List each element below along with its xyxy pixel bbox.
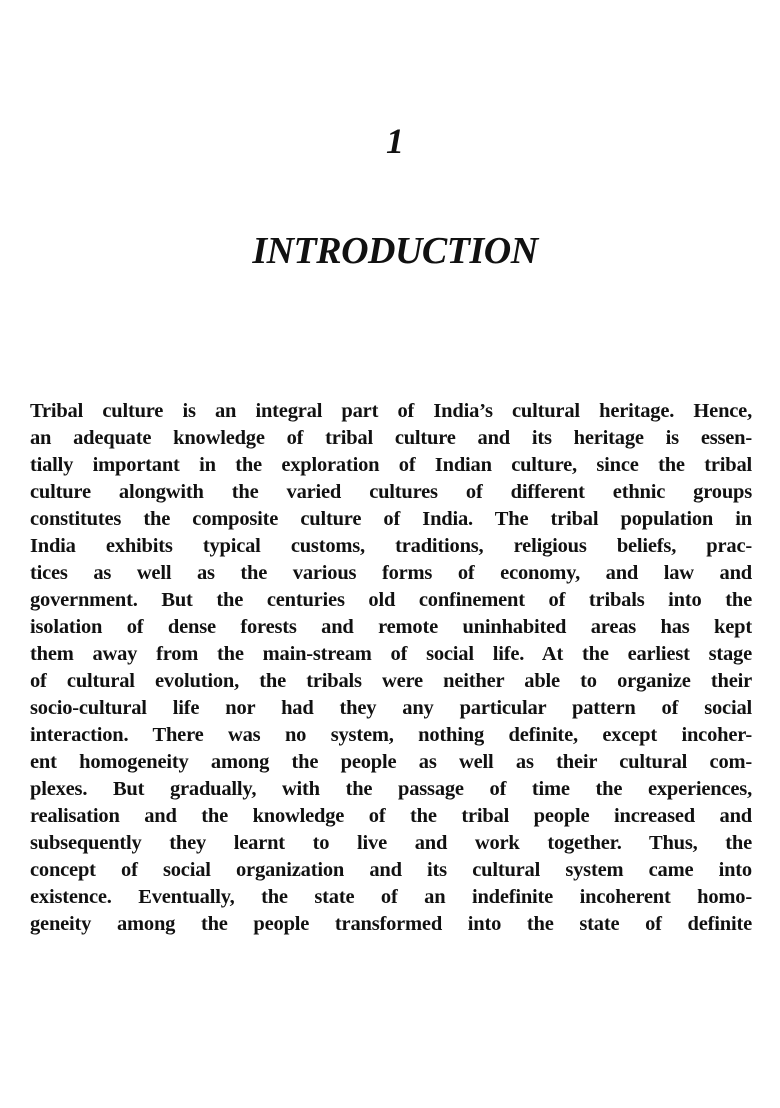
body-text <box>30 398 752 938</box>
text-line: realisation and the knowledge of the tribal people increased and <box>30 805 752 827</box>
text-line: plexes. But gradually, with the passage of time the experiences, <box>30 778 752 800</box>
text-line: Tribal culture is an integral part of India’s cultural heritage. Hence, <box>30 400 752 422</box>
text-line: existence. Eventually, the state of an indefinite incoherent homo- <box>30 886 752 908</box>
text-line: India exhibits typical customs, traditions, religious beliefs, prac- <box>30 535 752 557</box>
text-line: socio-cultural life nor had they any particular pattern of social <box>30 697 752 719</box>
text-line: them away from the main-stream of social life. At the earliest stage <box>30 643 752 665</box>
text-line: an adequate knowledge of tribal culture and its heritage is essen- <box>30 427 752 449</box>
text-line: interaction. There was no system, nothing definite, except incoher- <box>30 724 752 746</box>
text-line: ent homogeneity among the people as well as their cultural com- <box>30 751 752 773</box>
text-line: isolation of dense forests and remote uninhabited areas has kept <box>30 616 752 638</box>
text-line: tially important in the exploration of Indian culture, since the tribal <box>30 454 752 476</box>
text-line: of cultural evolution, the tribals were neither able to organize their <box>30 670 752 692</box>
chapter-number: 1 <box>386 121 404 161</box>
text-line: geneity among the people transformed into the state of definite <box>30 913 752 935</box>
text-line: culture alongwith the varied cultures of different ethnic groups <box>30 481 752 503</box>
text-line: constitutes the composite culture of India. The tribal population in <box>30 508 752 530</box>
text-line: concept of social organization and its cultural system came into <box>30 859 752 881</box>
chapter-title: INTRODUCTION <box>252 230 538 272</box>
text-line: government. But the centuries old confinement of tribals into the <box>30 589 752 611</box>
text-line: tices as well as the various forms of economy, and law and <box>30 562 752 584</box>
text-line: subsequently they learnt to live and work together. Thus, the <box>30 832 752 854</box>
